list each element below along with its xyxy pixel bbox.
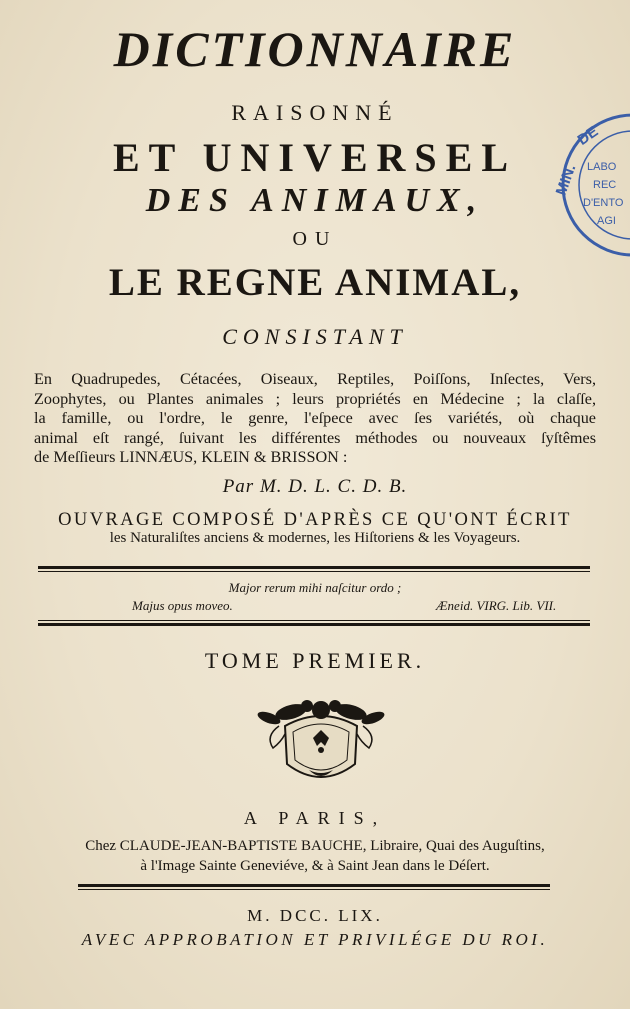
title-ou: OU <box>292 228 338 250</box>
motto-citation: Æneid. VIRG. Lib. VII. <box>436 598 557 613</box>
motto-line-2-left: Majus opus moveo. <box>132 598 233 613</box>
publication-year: M. DCC. LIX. <box>247 906 383 925</box>
description-line: animal eſt rangé, ſuivant les différentes méthodes ou nouveaux ſyſtêmes <box>34 428 596 447</box>
library-stamp-icon <box>553 110 630 260</box>
volume-title: TOME PREMIER. <box>204 648 426 673</box>
description-line: de Meſſieurs LINNÆUS, KLEIN & BRISSON : <box>34 448 348 466</box>
author-line: Par M. D. L. C. D. B. <box>222 476 408 497</box>
double-rule-bottom-thin <box>38 620 590 621</box>
description-paragraph <box>34 370 596 468</box>
approbation-line: AVEC APPROBATION ET PRIVILÉGE DU ROI. <box>81 930 549 949</box>
imprint-address: à l'Image Sainte Geneviéve, & à Saint Jean dans le Déſert. <box>140 858 490 874</box>
motto-line-1: Major rerum mihi naſcitur ordo ; <box>228 580 402 595</box>
title-des-animaux: DES ANIMAUX, <box>145 182 485 219</box>
title-raisonne: RAISONNÉ <box>231 100 399 125</box>
description-line: Zoophytes, ou Plantes animales ; leurs propriétés en Médecine ; la claſſe, <box>34 389 596 408</box>
fleuron-ornament-icon <box>255 686 387 794</box>
title-consistant: CONSISTANT <box>222 324 408 349</box>
work-note-heading: OUVRAGE COMPOSÉ D'APRÈS CE QU'ONT ÉCRIT <box>58 510 572 530</box>
imprint-city: A PARIS, <box>243 808 387 828</box>
imprint-publisher: Chez CLAUDE-JEAN-BAPTISTE BAUCHE, Libraire, Quai des Auguſtins, <box>85 838 545 854</box>
imprint-rule-thick <box>78 884 550 887</box>
double-rule-top-thin <box>38 571 590 572</box>
svg-text:LABO: LABO <box>587 161 617 173</box>
title-dictionnaire: DICTIONNAIRE <box>113 21 517 77</box>
description-line: la famille, ou l'ordre, le genre, l'eſpece avec ſes variétés, où chaque <box>34 409 596 427</box>
svg-text:MIN.: MIN. <box>553 162 580 198</box>
svg-text:AGI: AGI <box>597 215 616 227</box>
imprint-rule-thin <box>78 889 550 890</box>
svg-text:DE: DE <box>574 122 602 149</box>
description-line: En Quadrupedes, Cétacées, Oiseaux, Reptiles, Poiſſons, Inſectes, Vers, <box>34 370 596 388</box>
title-le-regne-animal: LE REGNE ANIMAL, <box>108 261 522 304</box>
title-et-universel: ET UNIVERSEL <box>112 135 518 180</box>
svg-text:REC: REC <box>593 179 617 191</box>
svg-text:D'ENTO: D'ENTO <box>583 197 624 209</box>
double-rule-top <box>38 566 590 569</box>
work-note-sources: les Naturaliſtes anciens & modernes, les Hiſtoriens & les Voyageurs. <box>109 530 521 546</box>
double-rule-bottom <box>38 623 590 626</box>
